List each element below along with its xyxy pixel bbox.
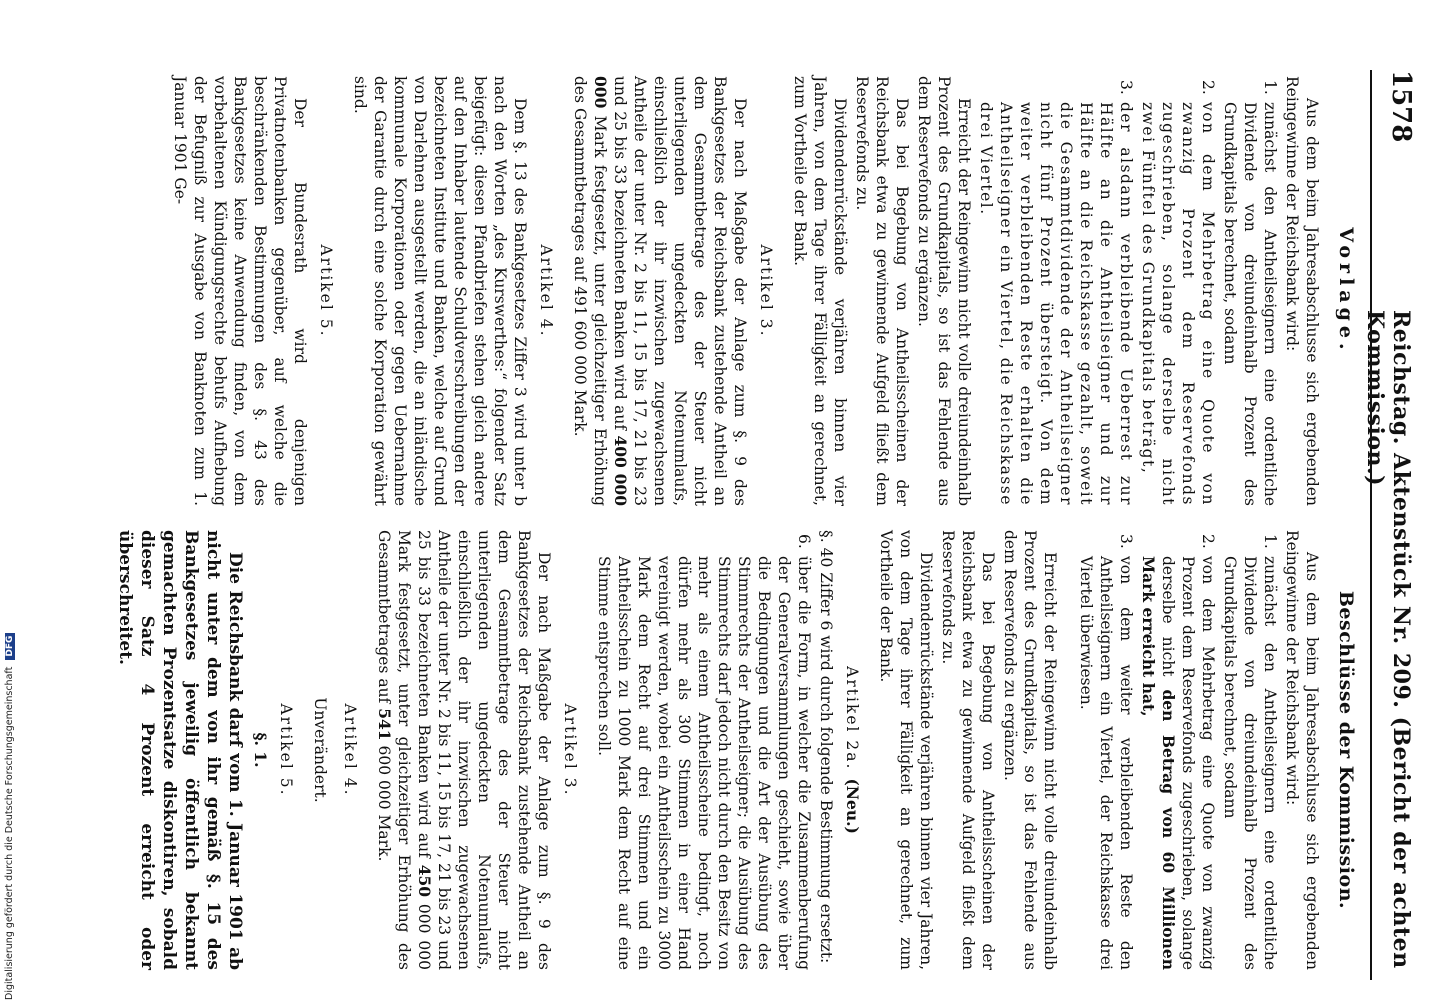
list-item: 1. zunächst den Antheilseignern eine ordentliche Dividende von dreiundeinhalb Prozent des Grundkapitals berechnet, sodann [1221, 534, 1279, 970]
list-item: 2. von dem Mehrbetrag eine Quote von zwanzig Prozent dem Reservefonds zugeschrieben, solange derselbe nicht den Betrag von 60 Millionen Mark erreicht hat, [1139, 534, 1217, 970]
paragraph: Der nach Maßgabe der Anlage zum §. 9 des Bankgesetzes der Reichsbank zustehende Antheil an dem Gesammtbetrage des der Steuer nicht unterliegenden ungedeckten Notenumlaufs, einschließlich der ihr inzwischen zugewachsenen Antheile der unter Nr. 2 bis 11, 15 bis 17, 21 bis 23 und 25 bis 33 bezeichneten Banken wird auf 450 000 000 Mark festgesetzt, unter gleichzeitiger Erhöhung des Gesammtbetrages auf 541 600 000 Mark. [375, 530, 553, 970]
list-item: 2. von dem Mehrbetrag eine Quote von zwanzig Prozent dem Reservefonds zugeschrieben, solange derselbe nicht zwei Fünftel des Grundkapitals beträgt, [1139, 80, 1217, 506]
page-number: 1578 [1386, 70, 1416, 143]
paragraph: Dem §. 13 des Bankgesetzes Ziffer 3 wird unter b nach den Worten „des Kurswerthes:“ folgender Satz beigefügt: diesen Pfandbriefen stehen gleich andere auf den Inhaber lautende Schuldverschreibungen der bezeichneten Institute und Banken, welche auf Grund von Darlehnen ausgestellt werden, die an inländische kommunale Korporationen oder gegen Uebernahme der Garantie durch eine solche Korporation gewährt sind. [351, 76, 529, 506]
article-heading: Artikel 5. [317, 244, 335, 338]
list-item: 3. der alsdann verbleibende Ueberrest zur Hälfte an die Antheilseigner und zur Hälfte an die Reichskasse gezahlt, soweit die Gesammtdividende der Antheilseigner nicht fünf Prozent übersteigt. Von dem weiter verbleibenden Reste erhalten die Antheilseigner ein Viertel, die Reichskasse drei Viertel. [977, 80, 1135, 506]
paragraph: Die Reichsbank darf vom 1. Januar 1901 ab nicht unter dem von ihr gemäß §. 15 des Bankgesetzes jeweilig öffentlich bekannt gemachten Prozentsatze diskontiren, sobald dieser Satz 4 Prozent erreicht oder überschreitet. [115, 530, 245, 970]
paragraph: Dividendenrückstände verjähren binnen vier Jahren, von dem Tage ihrer Fälligkeit an gerechnet, zum Vortheile der Bank. [877, 530, 935, 970]
column-heading: Vorlage. [1335, 227, 1357, 355]
running-head: Reichstag. Aktenstück Nr. 209. (Bericht der achten Kommission.) [1362, 310, 1414, 969]
column-beschluesse [112, 530, 1362, 970]
article-heading: Artikel 2a.(Neu.) [843, 666, 862, 834]
funding-credit: Digitalisierung gefördert durch die Deutsche Forschungsgemeinschaft DFG [4, 590, 15, 1000]
list-item: 3. von dem weiter verbleibenden Reste den Antheilseignern ein Viertel, der Reichskasse drei Viertel überwiesen. [1077, 534, 1135, 970]
page-header [1362, 70, 1416, 980]
intro-paragraph: Aus dem beim Jahresabschlusse sich ergebenden Reingewinne der Reichsbank wird: [1283, 530, 1321, 970]
paragraph: Der Bundesrath wird denjenigen Privatnotenbanken gegenüber, auf welche die beschränkenden Bestimmungen des §. 43 des Bankgesetzes keine Anwendung finden, von dem vorbehaltenen Kündigungsrechte behufs Aufhebung der Befugniß zur Ausgabe von Banknoten zum 1. Januar 1901 Ge- [171, 76, 309, 506]
column-heading: Beschlüsse der Kommission. [1335, 590, 1357, 910]
unchanged-note: Unverändert. [311, 697, 329, 803]
paragraph: Der nach Maßgabe der Anlage zum §. 9 des Bankgesetzes der Reichsbank zustehende Antheil an dem Gesammtbetrage des der Steuer nicht unterliegenden ungedeckten Notenumlaufs, einschließlich der ihr inzwischen zugewachsenen Antheile der unter Nr. 2 bis 11, 15 bis 17, 21 bis 23 und 25 bis 33 bezeichneten Banken wird auf 400 000 000 Mark festgesetzt, unter gleichzeitiger Erhöhung des Gesammtbetrages auf 491 600 000 Mark. [571, 76, 749, 506]
intro-paragraph: Aus dem beim Jahresabschlusse sich ergebenden Reingewinne der Reichsbank wird: [1283, 76, 1321, 506]
article-heading: Artikel 4. [537, 244, 555, 338]
paragraph: Erreicht der Reingewinn nicht volle dreiundeinhalb Prozent des Grundkapitals, so ist das Fehlende aus dem Reservefonds zu ergänzen. [1001, 530, 1059, 970]
amount: 450 [415, 864, 434, 898]
new-marker: (Neu.) [843, 778, 862, 834]
paragraph: Das bei Begebung von Antheilsscheinen der Reichsbank etwa zu gewinnende Aufgeld fließt dem Reservefonds zu. [853, 76, 911, 506]
column-vorlage [168, 76, 1362, 506]
paragraph: Das bei Begebung von Antheilsscheinen der Reichsbank etwa zu gewinnende Aufgeld fließt dem Reservefonds zu. [939, 530, 997, 970]
dfg-logo: DFG [5, 633, 15, 660]
paragraph: Dividendenrückstände verjähren binnen vier Jahren, von dem Tage ihrer Fälligkeit an gerechnet, zum Vortheile der Bank. [791, 76, 849, 506]
article-heading: Artikel 3. [757, 244, 775, 338]
article-heading: Artikel 5. [277, 703, 295, 797]
list-item: 6. über die Form, in welcher die Zusammenberufung der Generalversammlungen geschieht, sowie über die Bedingungen und die Art der Ausübung des Stimmrechts der Antheilseigner; die Ausübung des Stimmrechts darf jedoch nicht durch den Besitz von mehr als einem Antheilsscheine bedingt, noch dürfen mehr als 300 Stimmen in einer Hand vereinigt werden, wobei ein Antheilsschein zu 3000 Mark dem Recht auf drei Stimmen und ein Antheilsschein zu 1000 Mark dem Recht auf eine Stimme entsprechen soll. [595, 534, 813, 970]
section-symbol: §. 1. [251, 732, 270, 768]
emphasis: den Betrag von 60 Millionen Mark erreicht hat, [1139, 556, 1178, 970]
article-heading: Artikel 3. [561, 703, 579, 797]
list-item: 1. zunächst den Antheilseignern eine ordentliche Dividende von dreiundeinhalb Prozent des Grundkapitals berechnet, sodann [1221, 80, 1279, 506]
paragraph: §. 40 Ziffer 6 wird durch folgende Bestimmung ersetzt: [817, 530, 835, 964]
amount: 400 000 000 [591, 76, 630, 506]
header-rule [1370, 70, 1372, 980]
article-heading: Artikel 4. [341, 703, 359, 797]
amount: 541 [375, 708, 394, 741]
paragraph: Erreicht der Reingewinn nicht volle dreiundeinhalb Prozent des Grundkapitals, so ist das Fehlende aus dem Reservefonds zu ergänzen. [915, 76, 973, 506]
